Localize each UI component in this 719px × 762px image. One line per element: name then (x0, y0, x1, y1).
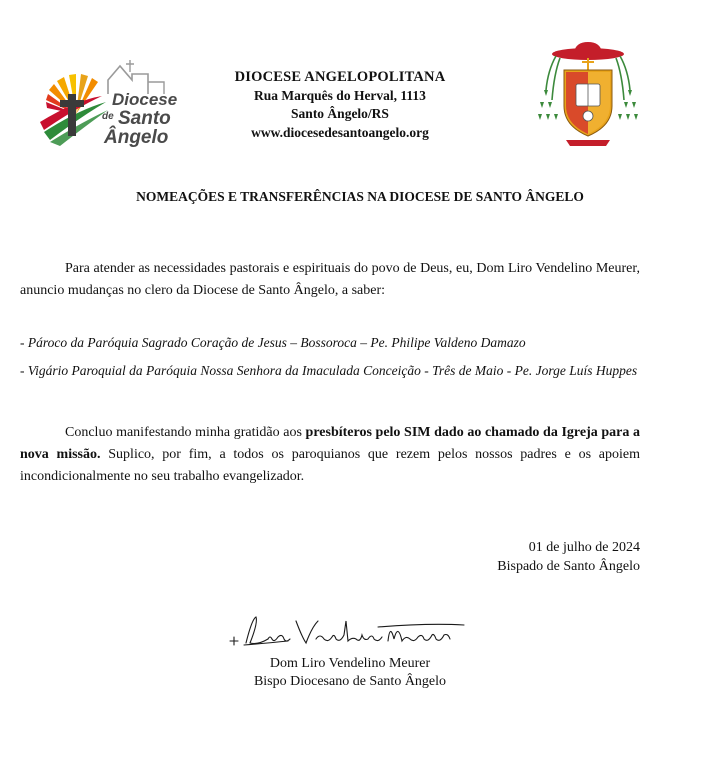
handwritten-signature (228, 613, 468, 653)
org-city: Santo Ângelo/RS (291, 106, 389, 121)
signer-name: Dom Liro Vendelino Meurer (269, 656, 431, 671)
closing-text-end: Suplico, por fim, a todos os paroquianos que rezem pelos nossos padres e os apoiem incondicionalmente no seu trabalho evangelizador. (20, 447, 640, 484)
org-name: DIOCESE ANGELOPOLITANA (234, 69, 446, 85)
document-place: Bispado de Santo Ângelo (497, 558, 640, 574)
diocese-logo (36, 52, 196, 148)
org-website: www.diocesedesantoangelo.org (251, 124, 429, 140)
logo-word-santo: Santo (118, 108, 171, 129)
appointment-item: - Pároco da Paróquia Sagrado Coração de Jesus – Bossoroca – Pe. Philipe Valdeno Damazo (20, 335, 526, 350)
intro-paragraph: Para atender as necessidades pastorais e espirituais do povo de Deus, eu, Dom Liro Vendelino Meurer, anuncio mudanças no clero da Diocese de Santo Ângelo, a saber: (20, 261, 640, 298)
episcopal-coat-of-arms (536, 40, 640, 150)
signer-title: Bispo Diocesano de Santo Ângelo (253, 674, 447, 689)
closing-text-start: Concluo manifestando minha gratidão aos (65, 425, 306, 440)
date-place-block (440, 539, 640, 576)
document-title: NOMEAÇÕES E TRANSFERÊNCIAS NA DIOCESE DE SANTO ÂNGELO (136, 189, 584, 204)
signature-graphic (228, 613, 468, 653)
letterhead-info (190, 68, 490, 142)
closing-paragraph (20, 422, 640, 488)
logo-word-de: de (102, 111, 114, 122)
appointment-item: - Vigário Paroquial da Paróquia Nossa Senhora da Imaculada Conceição - Três de Maio - Pe. Jorge Luís Huppes (20, 363, 638, 378)
logo-word-diocese: Diocese (112, 90, 178, 109)
coat-of-arms-graphic (536, 40, 640, 150)
logo-word-angelo: Ângelo (104, 127, 169, 148)
document-date: 01 de julho de 2024 (528, 540, 640, 555)
org-address: Rua Marquês do Herval, 1113 (254, 87, 426, 103)
closing-text-bold: presbíteros pelo SIM dado ao chamado da Igreja para a nova missão. (20, 425, 640, 462)
signer-block (200, 655, 500, 691)
